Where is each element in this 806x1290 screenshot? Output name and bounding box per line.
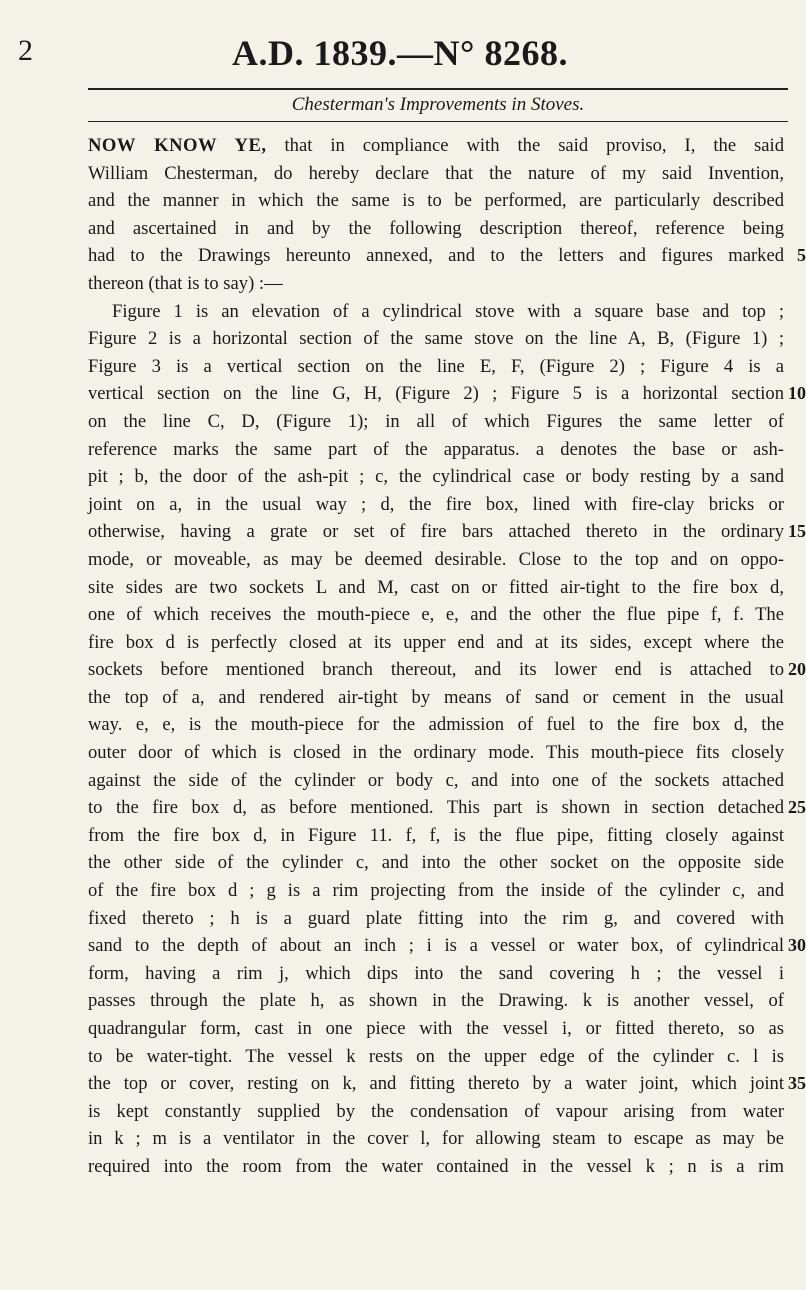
text-line: [88, 960, 784, 988]
header-rule-top: [88, 88, 788, 90]
line-text: from the fire box d, in Figure 11. f, f, is the flue pipe, fitting closely against: [88, 824, 784, 846]
text-line: [88, 877, 784, 905]
text-line: [88, 491, 784, 519]
text-line: [88, 160, 784, 188]
text-line: [88, 1070, 806, 1098]
text-line: [88, 739, 784, 767]
text-line: [88, 546, 784, 574]
line-text: required into the room from the water contained in the vessel k ; n is a rim: [88, 1155, 784, 1177]
line-text: Figure 3 is a vertical section on the line E, F, (Figure 2) ; Figure 4 is a: [88, 355, 784, 377]
line-text: had to the Drawings hereunto annexed, and to the letters and figures marked: [88, 245, 784, 267]
margin-line-number: 15: [788, 521, 806, 542]
text-line: [88, 987, 784, 1015]
margin-line-number: 25: [788, 797, 806, 818]
line-text: sockets before mentioned branch thereout, and its lower end is attached to: [88, 659, 784, 681]
line-text: the top or cover, resting on k, and fitting thereto by a water joint, which joint: [88, 1073, 784, 1095]
margin-line-number: 10: [788, 383, 806, 404]
line-text: and the manner in which the same is to be performed, are particularly described: [88, 190, 784, 212]
line-text: outer door of which is closed in the ordinary mode. This mouth-piece fits closely: [88, 742, 784, 764]
running-header: Chesterman's Improvements in Stoves.: [291, 94, 585, 115]
body-text: [88, 132, 806, 1181]
line-text: on the line C, D, (Figure 1); in all of which Figures the same letter of: [88, 410, 784, 432]
line-text: quadrangular form, cast in one piece with the vessel i, or fitted thereto, so as: [88, 1018, 784, 1039]
text-line: [88, 767, 784, 795]
line-text: against the side of the cylinder or body c, and into one of the sockets attached: [88, 769, 784, 791]
text-line: [88, 905, 784, 933]
text-line: [88, 932, 806, 960]
line-text: passes through the plate h, as shown in the Drawing. k is another vessel, of: [88, 990, 784, 1012]
text-line: [88, 408, 784, 436]
text-line: [88, 849, 784, 877]
line-text: Figure 1 is an elevation of a cylindrical stove with a square base and top ;: [112, 300, 784, 322]
line-text: William Chesterman, do hereby declare that the nature of my said Invention,: [88, 162, 784, 184]
line-text: of the fire box d ; g is a rim projecting from the inside of the cylinder c, and: [88, 880, 784, 902]
text-line: [88, 1043, 784, 1071]
line-text: reference marks the same part of the apparatus. a denotes the base or ash-: [88, 438, 784, 460]
text-line: [88, 518, 806, 546]
text-line: [88, 242, 806, 270]
text-line: [88, 1015, 784, 1043]
line-text: in k ; m is a ventilator in the cover l, for allowing steam to escape as may be: [88, 1128, 784, 1150]
line-text: is kept constantly supplied by the condensation of vapour arising from water: [88, 1100, 784, 1122]
line-text: otherwise, having a grate or set of fire bars attached thereto in the ordinary: [88, 521, 784, 543]
line-text: vertical section on the line G, H, (Figure 2) ; Figure 5 is a horizontal section: [88, 383, 784, 405]
text-line: [88, 629, 784, 657]
text-line: [88, 380, 806, 408]
text-line: [88, 656, 806, 684]
text-line: [88, 794, 806, 822]
line-text: fire box d is perfectly closed at its upper end and at its sides, except where the: [88, 631, 784, 653]
line-text: site sides are two sockets L and M, cast on or fitted air-tight to the fire box d,: [88, 576, 784, 598]
line-text: fixed thereto ; h is a guard plate fitting into the rim g, and covered with: [88, 907, 784, 929]
text-line: [88, 270, 784, 298]
text-line: [88, 1153, 784, 1181]
text-line: [88, 325, 784, 353]
line-text: sand to the depth of about an inch ; i is a vessel or water box, of cylindrical: [88, 935, 784, 957]
text-line: [88, 187, 784, 215]
margin-line-number: 30: [788, 935, 806, 956]
line-text: one of which receives the mouth-piece e, e, and the other the flue pipe f, f. The: [88, 604, 784, 626]
text-line: [88, 215, 784, 243]
line-text: pit ; b, the door of the ash-pit ; c, the cylindrical case or body resting by a sand: [88, 466, 784, 488]
text-line: [88, 1098, 784, 1126]
header-rule-bottom: [88, 121, 788, 122]
text-line: [88, 436, 784, 464]
document-title: A.D. 1839.—N° 8268.: [232, 33, 568, 73]
text-line: [88, 574, 784, 602]
line-text: mode, or moveable, as may be deemed desirable. Close to the top and on oppo-: [88, 548, 784, 570]
text-line: [88, 601, 784, 629]
text-line: [88, 711, 784, 739]
line-text: to the fire box d, as before mentioned. This part is shown in section detached: [88, 797, 784, 819]
line-text: the top of a, and rendered air-tight by means of sand or cement in the usual: [88, 686, 784, 708]
line-text: the other side of the cylinder c, and into the other socket on the opposite side: [88, 852, 784, 874]
line-text: thereon (that is to say) :—: [88, 272, 283, 294]
text-line: [88, 463, 784, 491]
text-line: [88, 353, 784, 381]
line-text: that in compliance with the said proviso, I, the said: [266, 135, 784, 156]
line-text: form, having a rim j, which dips into the sand covering h ; the vessel i: [88, 962, 784, 984]
line-text: way. e, e, is the mouth-piece for the admission of fuel to the fire box d, the: [88, 714, 784, 736]
line-text: to be water-tight. The vessel k rests on the upper edge of the cylinder c. l is: [88, 1045, 784, 1067]
text-line: [88, 1125, 784, 1153]
line-text: and ascertained in and by the following description thereof, reference being: [88, 217, 784, 239]
text-line: [88, 298, 784, 326]
line-text: joint on a, in the usual way ; d, the fire box, lined with fire-clay bricks or: [88, 493, 784, 515]
page-number: 2: [18, 34, 33, 67]
margin-line-number: 35: [788, 1073, 806, 1094]
text-line: [88, 822, 784, 850]
opening-words: NOW KNOW YE,: [88, 135, 267, 156]
line-text: Figure 2 is a horizontal section of the same stove on the line A, B, (Figure 1) ;: [88, 328, 784, 350]
text-line: [88, 132, 784, 160]
margin-line-number: 5: [797, 245, 806, 266]
text-line: [88, 684, 784, 712]
margin-line-number: 20: [788, 659, 806, 680]
